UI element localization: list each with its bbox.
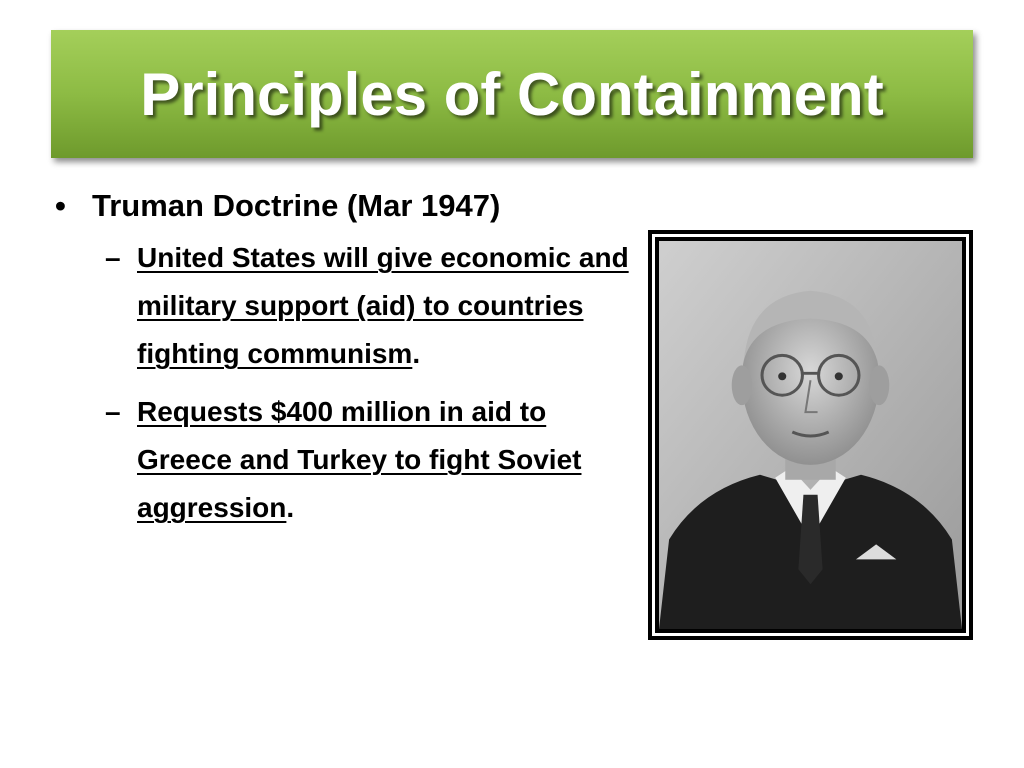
subpoint-1 — [105, 234, 635, 378]
slide-title: Principles of Containment — [140, 60, 884, 128]
subpoint-2-underlined: Requests $400 million in aid to Greece and Turkey to fight Soviet aggression — [137, 396, 582, 523]
subpoint-2-tail: . — [286, 492, 295, 523]
portrait-frame — [648, 230, 973, 640]
bullet-label: Truman Doctrine (Mar 1947) — [92, 188, 501, 223]
bullet-truman-doctrine — [55, 188, 635, 224]
subpoint-1-tail: . — [412, 338, 421, 369]
portrait-photo — [652, 234, 969, 636]
subpoint-2 — [105, 388, 635, 532]
subpoint-1-underlined: United States will give economic and military support (aid) to countries fighting communism — [137, 242, 629, 369]
portrait-image — [659, 241, 962, 629]
bullet-icon: • — [55, 188, 66, 223]
subpoint-1-text — [137, 234, 635, 378]
dash-icon: – — [105, 242, 121, 273]
dash-icon: – — [105, 396, 121, 427]
subpoint-2-text — [137, 388, 635, 532]
title-bar — [51, 30, 973, 158]
slide-content — [55, 188, 635, 532]
